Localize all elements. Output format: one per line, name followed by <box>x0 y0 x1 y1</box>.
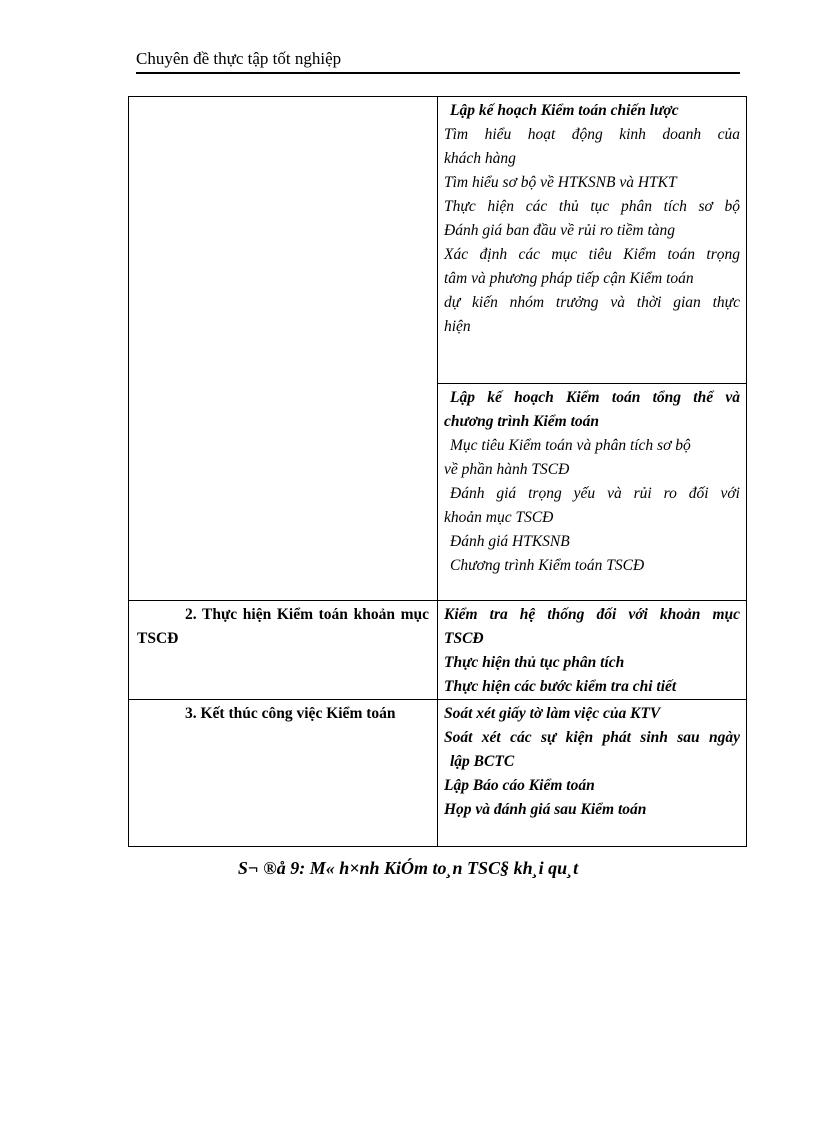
list-item: Soát xét giấy tờ làm việc của KTV <box>444 705 661 722</box>
strategic-planning-cell <box>438 97 747 384</box>
list-item: Tìm hiểu sơ bộ về HTKSNB và HTKT <box>444 174 677 191</box>
completion-step-cell <box>129 700 438 847</box>
list-item: Soát xét các sự kiện phát sinh sau ngày <box>444 729 740 746</box>
completion-step-label: 3. Kết thúc công việc Kiểm toán <box>185 705 396 722</box>
list-item: dự kiến nhóm trưởng và thời gian thực <box>444 294 740 311</box>
list-item: Chương trình Kiểm toán TSCĐ <box>450 557 645 574</box>
figure-caption: S¬ ®å 9: M« h×nh KiÓm to¸n TSC§ kh¸i qu¸t <box>237 858 579 878</box>
list-item: Xác định các mục tiêu Kiểm toán trọng <box>444 246 740 263</box>
execution-step-cell <box>129 601 438 700</box>
execution-step-label: 2. Thực hiện Kiểm toán khoản mục TSCĐ <box>137 606 429 647</box>
list-item: Đánh giá HTKSNB <box>450 533 570 550</box>
planning-step-cell <box>129 97 438 601</box>
list-item: khách hàng <box>444 150 516 167</box>
list-item: Họp và đánh giá sau Kiểm toán <box>444 801 647 818</box>
list-item: Đánh giá trọng yếu và rủi ro đối với <box>450 485 740 502</box>
list-item: hiện <box>444 318 471 335</box>
list-item: Thực hiện các thủ tục phân tích sơ bộ <box>444 198 740 215</box>
table-row-completion <box>129 700 747 847</box>
list-item: Lập Báo cáo Kiểm toán <box>444 777 595 794</box>
completion-detail-cell <box>438 700 747 847</box>
overall-planning-cell <box>438 384 747 601</box>
overall-planning-heading: Lập kế hoạch Kiểm toán tổng thể và <box>450 389 740 406</box>
list-item: Đánh giá ban đầu về rủi ro tiềm tàng <box>444 222 676 239</box>
audit-process-table <box>128 96 747 847</box>
table-row-execution <box>129 601 747 700</box>
list-item: về phần hành TSCĐ <box>444 461 570 478</box>
execution-detail-cell <box>438 601 747 700</box>
list-item: Kiểm tra hệ thống đối với khoản mục <box>444 606 740 623</box>
list-item: Thực hiện thủ tục phân tích <box>444 654 625 671</box>
list-item: TSCĐ <box>444 630 484 647</box>
list-item: Tìm hiểu hoạt động kinh doanh của <box>444 126 740 143</box>
overall-planning-heading-cont: chương trình Kiểm toán <box>444 413 599 430</box>
list-item: Thực hiện các bước kiểm tra chi tiết <box>444 678 677 695</box>
page-header <box>136 48 740 74</box>
list-item: khoản mục TSCĐ <box>444 509 554 526</box>
list-item: tâm và phương pháp tiếp cận Kiểm toán <box>444 270 694 287</box>
table-row-planning <box>129 97 747 384</box>
header-title: Chuyên đề thực tập tốt nghiệp <box>136 49 342 68</box>
strategic-planning-heading: Lập kế hoạch Kiểm toán chiến lược <box>450 102 679 119</box>
list-item: lập BCTC <box>450 753 515 770</box>
list-item: Mục tiêu Kiểm toán và phân tích sơ bộ <box>450 437 691 454</box>
